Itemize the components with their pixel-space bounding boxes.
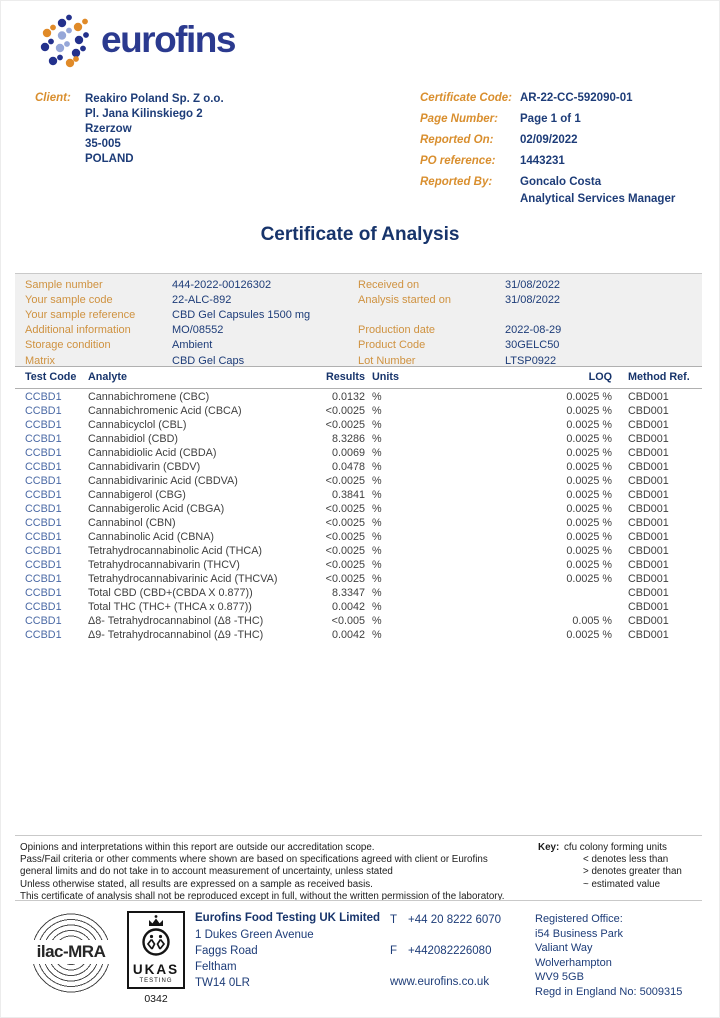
cell-units: % [372, 573, 382, 585]
sample-row [25, 277, 310, 292]
client-address-line: Pl. Jana Kilinskiego 2 [85, 108, 203, 120]
sample-value: LTSP0922 [505, 354, 557, 367]
table-row [15, 489, 702, 503]
cell-units: % [372, 419, 382, 431]
cell-units: % [372, 475, 382, 487]
cell-method-ref: CBD001 [628, 587, 669, 599]
cell-test-code: CCBD1 [25, 419, 62, 431]
meta-values [520, 92, 633, 109]
cell-analyte: Cannabicyclol (CBL) [88, 419, 187, 431]
registered-office-line: Wolverhampton [535, 956, 612, 969]
cell-test-code: CCBD1 [25, 545, 62, 557]
cell-method-ref: CBD001 [628, 461, 669, 473]
cell-method-ref: CBD001 [628, 559, 669, 571]
page-title: Certificate of Analysis [260, 224, 460, 245]
cell-units: % [372, 531, 382, 543]
cell-test-code: CCBD1 [25, 531, 62, 543]
sample-row [25, 323, 310, 338]
cell-loq: 0.0025 % [566, 447, 612, 459]
cell-test-code: CCBD1 [25, 587, 62, 599]
cell-units: % [372, 587, 382, 599]
cell-test-code: CCBD1 [25, 475, 62, 487]
sample-label: Matrix [25, 354, 55, 367]
cell-method-ref: CBD001 [628, 503, 669, 515]
table-row [15, 447, 702, 461]
cell-analyte: Cannabinolic Acid (CBNA) [88, 531, 215, 543]
cell-analyte: Tetrahydrocannabinolic Acid (THCA) [88, 545, 263, 557]
cell-test-code: CCBD1 [25, 573, 62, 585]
sample-info-left [25, 277, 310, 368]
cell-loq: 0.0025 % [566, 517, 612, 529]
sample-info-panel [15, 273, 702, 366]
phone-number: +44 20 8222 6070 [408, 914, 502, 926]
eurofins-logo [38, 14, 235, 68]
cell-loq: 0.0025 % [566, 405, 612, 417]
ilac-mra-band [26, 940, 116, 964]
cell-analyte: Cannabigerolic Acid (CBGA) [88, 503, 225, 515]
cell-test-code: CCBD1 [25, 461, 62, 473]
meta-row [420, 92, 675, 109]
cell-method-ref: CBD001 [628, 447, 669, 459]
registered-office-line: Regd in England No: 5009315 [535, 985, 683, 998]
meta-value: 1443231 [520, 155, 565, 167]
cell-method-ref: CBD001 [628, 545, 669, 557]
cell-method-ref: CBD001 [628, 391, 669, 403]
meta-value: Analytical Services Manager [520, 193, 676, 205]
company-address-line: Faggs Road [195, 945, 258, 957]
cell-units: % [372, 629, 382, 641]
sample-row [25, 307, 310, 322]
sample-label: Analysis started on [358, 293, 451, 306]
ukas-sub-label: TESTING [139, 978, 173, 984]
client-address-line: Reakiro Poland Sp. Z o.o. [85, 93, 224, 105]
cell-method-ref: CBD001 [628, 489, 669, 501]
cell-loq: 0.0025 % [566, 545, 612, 557]
sample-label: Your sample reference [25, 308, 136, 321]
cell-method-ref: CBD001 [628, 629, 669, 641]
fax-label: F [390, 945, 398, 957]
cell-test-code: CCBD1 [25, 503, 62, 515]
cell-method-ref: CBD001 [628, 601, 669, 613]
cell-method-ref: CBD001 [628, 573, 669, 585]
phone-row [390, 914, 501, 926]
cell-loq: 0.0025 % [566, 629, 612, 641]
cell-test-code: CCBD1 [25, 489, 62, 501]
sample-row [25, 338, 310, 353]
table-row [15, 461, 702, 475]
table-row [15, 615, 702, 629]
registered-office-line: i54 Business Park [535, 927, 624, 940]
column-header-analyte: Analyte [88, 371, 128, 383]
cell-loq: 0.0025 % [566, 419, 612, 431]
cell-result: 0.0042 [331, 601, 365, 613]
meta-value: 02/09/2022 [520, 134, 578, 146]
key-item: ~ estimated value [583, 878, 661, 890]
meta-label: Reported On: [420, 134, 494, 146]
meta-label: Certificate Code: [420, 92, 513, 104]
cell-loq: 0.0025 % [566, 475, 612, 487]
sample-label: Additional information [25, 324, 131, 337]
cell-method-ref: CBD001 [628, 433, 669, 445]
company-name: Eurofins Food Testing UK Limited [195, 912, 381, 924]
cell-method-ref: CBD001 [628, 531, 669, 543]
cell-analyte: Cannabichromene (CBC) [88, 391, 210, 403]
registered-office-block [535, 912, 682, 999]
sample-label: Product Code [358, 339, 426, 352]
cell-result: <0.0025 [325, 559, 365, 571]
cell-test-code: CCBD1 [25, 405, 62, 417]
meta-value: Goncalo Costa [520, 176, 602, 188]
table-row [15, 545, 702, 559]
cell-units: % [372, 461, 382, 473]
company-address [195, 927, 380, 991]
cell-analyte: Cannabidivarin (CBDV) [88, 461, 201, 473]
cell-result: 0.0132 [331, 391, 365, 403]
cell-loq: 0.005 % [572, 615, 612, 627]
footer-key [538, 842, 682, 891]
meta-row [420, 113, 675, 130]
cell-test-code: CCBD1 [25, 559, 62, 571]
cell-units: % [372, 601, 382, 613]
company-address-line: 1 Dukes Green Avenue [195, 929, 314, 941]
sample-info-right [358, 277, 561, 368]
sample-value: CBD Gel Caps [172, 354, 245, 367]
key-label: Key: [538, 842, 560, 853]
client-address-line: Rzerzow [85, 123, 132, 135]
sample-label: Sample number [25, 278, 103, 291]
cell-loq: 0.0025 % [566, 559, 612, 571]
footer-note-line: This certificate of analysis shall not be reproduced except in full, without the written permission of the laboratory. [20, 890, 505, 902]
bottom-divider [15, 900, 702, 901]
table-row [15, 503, 702, 517]
cell-test-code: CCBD1 [25, 601, 62, 613]
cell-units: % [372, 489, 382, 501]
results-table-header [15, 366, 702, 389]
sample-value: 31/08/2022 [505, 278, 561, 291]
cell-loq: 0.0025 % [566, 433, 612, 445]
cell-analyte: Cannabidiolic Acid (CBDA) [88, 447, 217, 459]
table-row [15, 531, 702, 545]
company-address-line: TW14 0LR [195, 977, 250, 989]
table-row [15, 391, 702, 405]
meta-label: PO reference: [420, 155, 496, 167]
sample-label: Received on [358, 278, 420, 291]
cell-analyte: Cannabichromenic Acid (CBCA) [88, 405, 242, 417]
table-row [15, 601, 702, 615]
key-intro: cfu colony forming units [564, 842, 667, 853]
cell-method-ref: CBD001 [628, 419, 669, 431]
footer-notes [20, 842, 518, 903]
cell-result: 0.3841 [331, 489, 365, 501]
sample-value: Ambient [172, 339, 213, 352]
cell-units: % [372, 503, 382, 515]
ilac-mra-stamp [30, 912, 112, 994]
cell-units: % [372, 615, 382, 627]
sample-value: 31/08/2022 [505, 293, 561, 306]
company-address-line: Feltham [195, 961, 237, 973]
registered-office-line: Valiant Way [535, 942, 593, 954]
cell-analyte: Δ9- Tetrahydrocannabinol (Δ9 -THC) [88, 629, 264, 641]
cell-result: <0.0025 [325, 475, 365, 487]
table-row [15, 517, 702, 531]
sample-label: Lot Number [358, 354, 416, 367]
cell-units: % [372, 405, 382, 417]
cell-loq: 0.0025 % [566, 489, 612, 501]
cell-units: % [372, 447, 382, 459]
meta-label: Page Number: [420, 113, 498, 125]
key-row [538, 842, 682, 854]
key-item: < denotes less than [583, 854, 669, 866]
meta-values [520, 113, 581, 130]
cell-analyte: Δ8- Tetrahydrocannabinol (Δ8 -THC) [88, 615, 264, 627]
meta-values [520, 155, 565, 172]
sample-row [358, 307, 561, 322]
table-row [15, 475, 702, 489]
footer-note-line: Pass/Fail criteria or other comments where shown are based on specifications agreed with client or Eurofins general limits and do not take in to account measurement of uncertainty, unless stated [20, 854, 488, 878]
cell-result: 8.3286 [331, 433, 365, 445]
table-row [15, 587, 702, 601]
ukas-mark [127, 911, 185, 989]
cell-result: 0.0069 [331, 447, 365, 459]
table-row [15, 405, 702, 419]
cell-analyte: Total CBD (CBD+(CBDA X 0.877)) [88, 587, 253, 599]
column-header-method-ref: Method Ref. [628, 371, 690, 383]
table-row [15, 433, 702, 447]
footer-note-line: Unless otherwise stated, all results are expressed on a sample as received basis. [20, 878, 373, 890]
cell-method-ref: CBD001 [628, 405, 669, 417]
cell-result: <0.0025 [325, 419, 365, 431]
sample-row [358, 277, 561, 292]
table-row [15, 573, 702, 587]
sample-row [358, 292, 561, 307]
sample-row [358, 323, 561, 338]
meta-value: AR-22-CC-592090-01 [520, 92, 633, 104]
cell-result: 0.0042 [331, 629, 365, 641]
cell-loq: 0.0025 % [566, 461, 612, 473]
cell-method-ref: CBD001 [628, 615, 669, 627]
footer-note-line: Opinions and interpretations within this report are outside our accreditation scope. [20, 842, 375, 853]
cell-loq: 0.0025 % [566, 531, 612, 543]
column-header-test-code: Test Code [25, 371, 77, 383]
meta-label: Reported By: [420, 176, 493, 188]
cell-units: % [372, 391, 382, 403]
sample-value: CBD Gel Capsules 1500 mg [172, 308, 311, 321]
column-header-units: Units [372, 371, 399, 383]
ukas-crown-icon [135, 914, 177, 958]
cell-analyte: Cannabigerol (CBG) [88, 489, 186, 501]
eurofins-logo-mark [38, 14, 92, 68]
certificate-meta [420, 92, 675, 214]
cell-method-ref: CBD001 [628, 517, 669, 529]
cell-analyte: Cannabidiol (CBD) [88, 433, 179, 445]
key-item: > denotes greater than [583, 866, 682, 878]
cell-result: <0.005 [331, 615, 365, 627]
meta-values [520, 176, 675, 210]
meta-value: Page 1 of 1 [520, 113, 581, 125]
cell-result: <0.0025 [325, 573, 365, 585]
website-link: www.eurofins.co.uk [390, 976, 490, 988]
cell-test-code: CCBD1 [25, 629, 62, 641]
meta-row [420, 155, 675, 172]
meta-row [420, 176, 675, 210]
cell-units: % [372, 559, 382, 571]
cell-loq: 0.0025 % [566, 391, 612, 403]
footer-divider [15, 835, 702, 836]
cell-test-code: CCBD1 [25, 517, 62, 529]
cell-result: <0.0025 [325, 517, 365, 529]
client-address-line: 35-005 [85, 138, 121, 150]
eurofins-brand-text: eurofins [101, 19, 235, 60]
sample-label: Storage condition [25, 339, 111, 352]
fax-number: +442082226080 [408, 945, 492, 957]
table-row [15, 559, 702, 573]
sample-value: 22-ALC-892 [172, 293, 232, 306]
phone-label: T [390, 914, 398, 926]
client-label: Client: [35, 92, 71, 104]
registered-office-line: Registered Office: [535, 913, 623, 925]
cell-analyte: Cannabidivarinic Acid (CBDVA) [88, 475, 238, 487]
client-address-line: POLAND [85, 153, 134, 165]
sample-value: 30GELC50 [505, 339, 560, 352]
cell-result: <0.0025 [325, 545, 365, 557]
ukas-number: 0342 [144, 993, 168, 1005]
meta-row [420, 134, 675, 151]
cell-analyte: Tetrahydrocannabivarin (THCV) [88, 559, 240, 571]
column-header-result: Results [325, 371, 365, 383]
cell-result: <0.0025 [325, 405, 365, 417]
table-row [15, 419, 702, 433]
cell-analyte: Total THC (THC+ (THCA x 0.877)) [88, 601, 252, 613]
table-header-row [15, 367, 702, 387]
column-header-loq: LOQ [588, 371, 612, 383]
cell-result: 8.3347 [331, 587, 365, 599]
ukas-name: UKAS [132, 962, 180, 977]
cell-test-code: CCBD1 [25, 447, 62, 459]
cell-units: % [372, 545, 382, 557]
contact-block [390, 914, 501, 1007]
cell-analyte: Cannabinol (CBN) [88, 517, 176, 529]
cell-loq: 0.0025 % [566, 503, 612, 515]
cell-loq: 0.0025 % [566, 573, 612, 585]
meta-values [520, 134, 578, 151]
cell-test-code: CCBD1 [25, 391, 62, 403]
cell-result: 0.0478 [331, 461, 365, 473]
sample-value: 2022-08-29 [505, 324, 562, 337]
sample-label: Production date [358, 324, 436, 337]
cell-result: <0.0025 [325, 531, 365, 543]
registered-office-line: WV9 5GB [535, 971, 584, 983]
sample-row [358, 338, 561, 353]
sample-value: 444-2022-00126302 [172, 278, 272, 291]
client-block [35, 92, 224, 167]
results-table [15, 391, 702, 643]
fax-row [390, 945, 501, 957]
ilac-mra-text: ilac-MRA [36, 942, 106, 961]
cell-units: % [372, 433, 382, 445]
cell-test-code: CCBD1 [25, 433, 62, 445]
cell-analyte: Tetrahydrocannabivarinic Acid (THCVA) [88, 573, 278, 585]
table-row [15, 629, 702, 643]
company-block [195, 912, 380, 991]
cell-test-code: CCBD1 [25, 615, 62, 627]
sample-row [25, 292, 310, 307]
cell-result: <0.0025 [325, 503, 365, 515]
sample-value: MO/08552 [172, 324, 224, 337]
client-address [85, 92, 224, 167]
cell-units: % [372, 517, 382, 529]
sample-label: Your sample code [25, 293, 113, 306]
key-items [583, 854, 682, 891]
cell-method-ref: CBD001 [628, 475, 669, 487]
